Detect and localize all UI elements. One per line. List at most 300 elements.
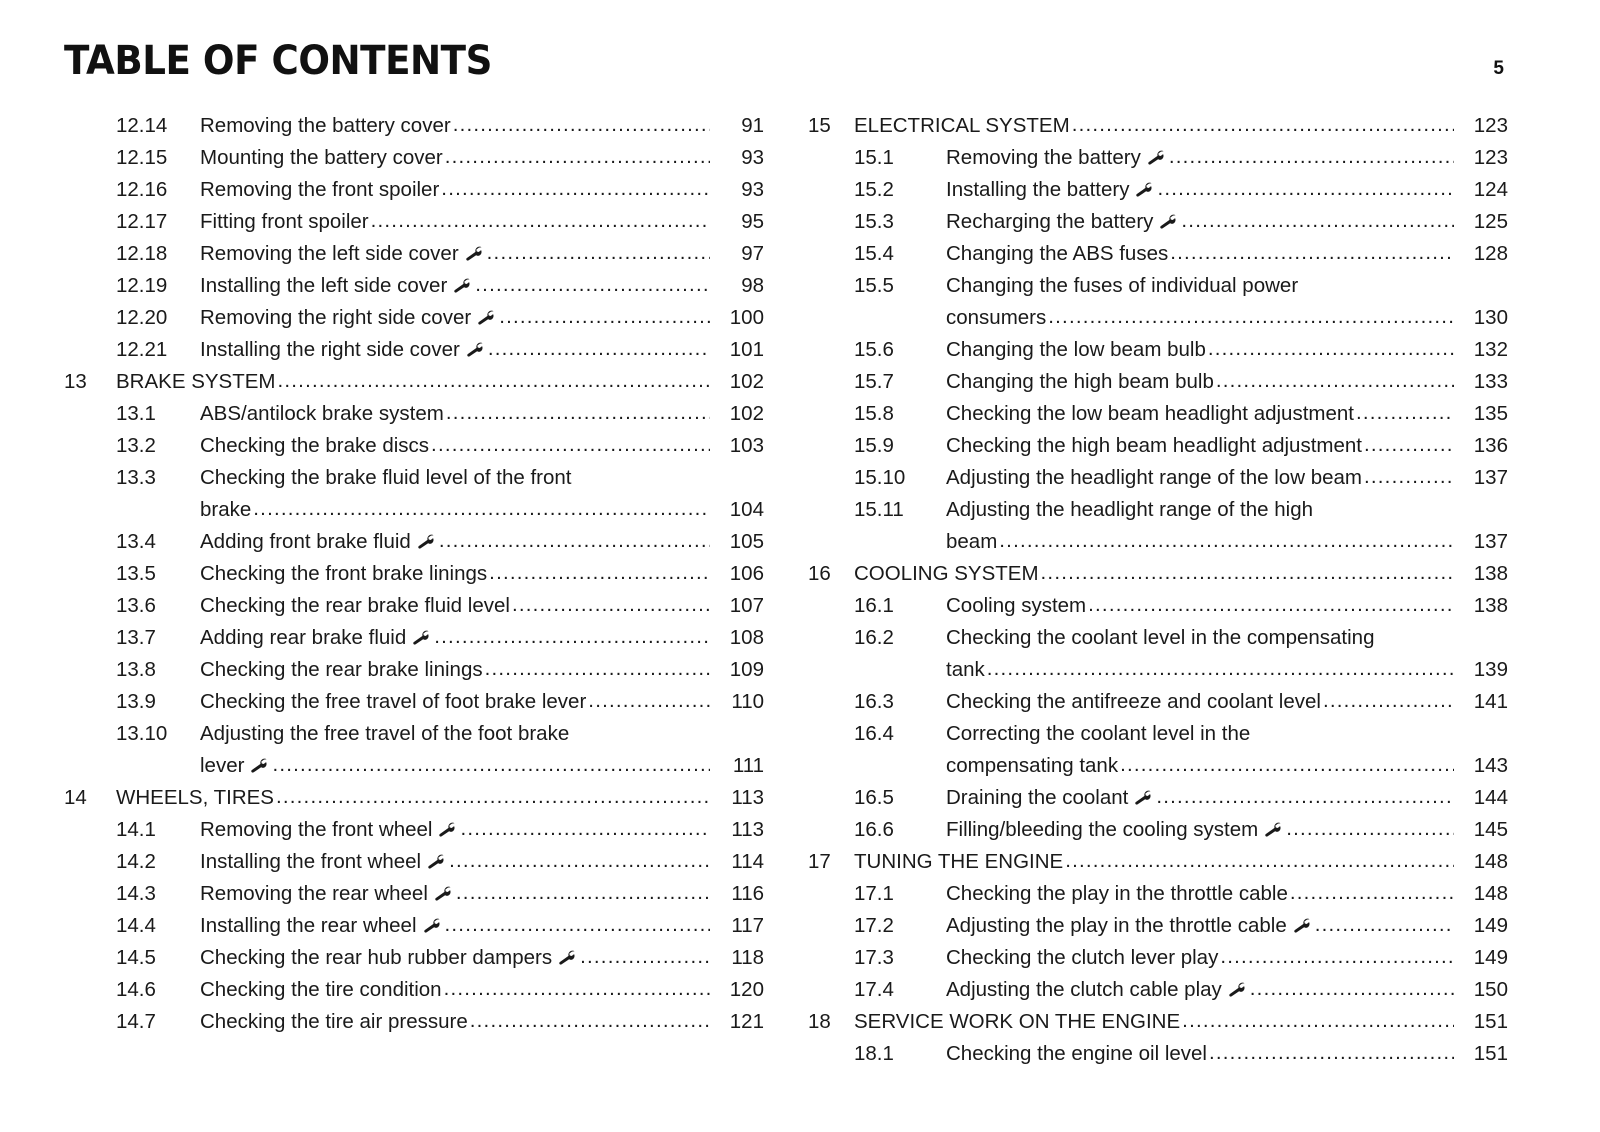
wrench-icon [557,950,577,966]
toc-leader-dots [445,910,710,941]
toc-entry-label: brake [200,498,252,521]
toc-entry[interactable] [808,238,1508,270]
toc-entry-body [854,846,1508,878]
toc-entry-number: 16.4 [854,722,894,745]
toc-entry[interactable] [808,750,1508,782]
wrench-icon [1158,214,1178,230]
toc-entry[interactable] [808,270,1508,302]
toc-leader-dots [1323,686,1454,717]
toc-column-left [64,110,764,1070]
toc-entry-label: Draining the coolant [946,786,1129,809]
toc-entry-body [946,398,1508,430]
toc-entry-body [946,366,1508,398]
toc-entry-page: 138 [1473,594,1508,617]
toc-entry-page: 111 [732,754,764,777]
toc-entry[interactable] [64,526,764,558]
toc-entry[interactable] [808,654,1508,686]
toc-entry-number: 14.1 [116,818,156,841]
toc-entry[interactable] [808,206,1508,238]
wrench-icon [1263,822,1283,838]
toc-entry-label: consumers [946,306,1047,329]
wrench-icon [433,886,453,902]
toc-entry-page: 106 [729,562,764,585]
wrench-icon [1133,790,1153,806]
toc-entry[interactable] [808,526,1508,558]
toc-entry-label: Adding rear brake fluid [200,626,407,649]
toc-entry-label: lever [200,754,245,777]
toc-entry-number: 13.9 [116,690,156,713]
wrench-icon [422,918,442,934]
toc-entry-page: 139 [1473,658,1508,681]
toc-entry[interactable] [808,110,1508,142]
toc-entry-number: 15.3 [854,210,894,233]
toc-entry[interactable] [808,174,1508,206]
toc-leader-dots [488,334,710,365]
wrench-icon [452,278,472,294]
toc-entry-body [200,942,764,974]
toc-entry-body [946,782,1508,814]
toc-entry-label: Checking the rear hub rubber dampers [200,946,553,969]
toc-entry-page: 113 [731,786,764,809]
toc-leader-dots [371,206,710,237]
toc-entry[interactable] [64,718,764,750]
toc-entry-label: Recharging the battery [946,210,1154,233]
toc-leader-dots [1065,846,1454,877]
toc-leader-dots [1364,462,1454,493]
toc-entry[interactable] [64,654,764,686]
toc-entry-label: Adjusting the free travel of the foot brake [200,722,570,745]
toc-entry-number: 17.2 [854,914,894,937]
toc-entry[interactable] [808,878,1508,910]
toc-entry-page: 137 [1473,530,1508,553]
toc-entry-label: beam [946,530,998,553]
toc-leader-dots [272,750,710,781]
toc-entry-label: Checking the tire air pressure [200,1010,468,1033]
toc-entry-page: 130 [1473,306,1508,329]
toc-entry-body [200,174,764,206]
toc-entry-body [200,974,764,1006]
toc-entry-number: 16 [808,562,831,585]
toc-entry-label: Checking the brake discs [200,434,430,457]
toc-entry-number: 14.7 [116,1010,156,1033]
toc-entry-label: Installing the right side cover [200,338,460,361]
toc-entry[interactable] [64,1006,764,1038]
toc-entry-page: 105 [729,530,764,553]
toc-entry-label: Adjusting the headlight range of the high [946,498,1313,521]
toc-entry-label: Checking the brake fluid level of the front [200,466,572,489]
toc-entry-label: Adjusting the headlight range of the low beam [946,466,1362,489]
toc-entry-label: Checking the rear brake linings [200,658,483,681]
toc-entry-label: Removing the battery cover [200,114,451,137]
toc-entry[interactable] [64,334,764,366]
toc-leader-dots [485,654,710,685]
toc-entry-label: Checking the clutch lever play [946,946,1219,969]
toc-entry-body [200,238,764,270]
wrench-icon [464,246,484,262]
toc-entry-body [946,206,1508,238]
toc-entry-page: 145 [1473,818,1508,841]
toc-entry[interactable] [64,622,764,654]
toc-entry[interactable] [64,398,764,430]
toc-entry-page: 150 [1473,978,1508,1001]
toc-entry[interactable] [64,110,764,142]
toc-leader-dots [1120,750,1454,781]
toc-entry[interactable] [64,878,764,910]
toc-entry-label: Installing the battery [946,178,1130,201]
toc-leader-dots [512,590,710,621]
toc-leader-dots [580,942,710,973]
toc-entry[interactable] [808,942,1508,974]
toc-entry-number: 16.3 [854,690,894,713]
toc-entry-body [116,366,764,398]
toc-entry-body [200,686,764,718]
toc-entry-body [200,558,764,590]
toc-leader-dots [1157,174,1454,205]
toc-entry-page: 123 [1473,146,1508,169]
toc-entry[interactable] [808,1006,1508,1038]
toc-entry-body [946,238,1508,270]
toc-entry-label: COOLING SYSTEM [854,562,1039,585]
toc-entry-body [200,590,764,622]
toc-entry-label: Installing the front wheel [200,850,422,873]
toc-entry-body [946,814,1508,846]
toc-entry-label: Installing the left side cover [200,274,448,297]
toc-entry[interactable] [808,590,1508,622]
toc-entry[interactable] [808,910,1508,942]
toc-entry-body [200,878,764,910]
toc-entry-label: Removing the battery [946,146,1141,169]
toc-entry-number: 14.3 [116,882,156,905]
toc-entry[interactable] [64,430,764,462]
toc-entry-body [200,494,764,526]
toc-leader-dots [1156,782,1454,813]
wrench-icon [426,854,446,870]
toc-entry[interactable] [64,782,764,814]
toc-entry-page: 102 [729,402,764,425]
wrench-icon [249,758,269,774]
toc-entry-page: 138 [1473,562,1508,585]
toc-entry-number: 14.2 [116,850,156,873]
page-header [64,38,1504,84]
toc-entry-body [946,622,1508,654]
toc-entry-body [200,142,764,174]
toc-entry-body [200,654,764,686]
toc-columns [64,110,1508,1070]
toc-entry-page: 137 [1473,466,1508,489]
toc-entry[interactable] [808,782,1508,814]
toc-entry-label: Checking the rear brake fluid level [200,594,510,617]
toc-entry-body [200,910,764,942]
wrench-icon [476,310,496,326]
toc-entry-body [200,846,764,878]
toc-entry-label: BRAKE SYSTEM [116,370,276,393]
toc-entry-number: 18 [808,1010,831,1033]
toc-leader-dots [456,878,710,909]
toc-entry-label: Checking the engine oil level [946,1042,1207,1065]
toc-entry-page: 116 [731,882,764,905]
toc-entry[interactable] [64,302,764,334]
toc-entry-page: 124 [1473,178,1508,201]
toc-entry-label: WHEELS, TIRES [116,786,274,809]
toc-entry-page: 97 [741,242,764,265]
toc-entry-body [946,878,1508,910]
toc-leader-dots [1208,334,1454,365]
toc-entry[interactable] [64,814,764,846]
toc-entry-page: 118 [731,946,764,969]
wrench-icon [465,342,485,358]
toc-entry-page: 113 [731,818,764,841]
toc-entry[interactable] [64,366,764,398]
toc-entry-body [200,398,764,430]
toc-entry-label: compensating tank [946,754,1119,777]
toc-leader-dots [460,814,710,845]
toc-entry-number: 16.2 [854,626,894,649]
toc-entry-body [200,622,764,654]
toc-leader-dots [276,782,710,813]
toc-entry-number: 18.1 [854,1042,894,1065]
wrench-icon [411,630,431,646]
toc-entry-body [200,1006,764,1038]
toc-entry[interactable] [808,558,1508,590]
toc-entry[interactable] [808,142,1508,174]
toc-entry-number: 14.5 [116,946,156,969]
toc-entry-number: 12.21 [116,338,168,361]
toc-entry-page: 121 [729,1010,764,1033]
toc-entry-page: 117 [731,914,764,937]
toc-entry-page: 110 [731,690,764,713]
toc-entry-label: Checking the tire condition [200,978,442,1001]
toc-entry[interactable] [808,718,1508,750]
toc-entry-label: TUNING THE ENGINE [854,850,1064,873]
toc-entry-number: 12.20 [116,306,168,329]
toc-entry-label: Checking the front brake linings [200,562,488,585]
toc-entry-number: 14 [64,786,87,809]
toc-leader-dots [253,494,710,525]
toc-entry[interactable] [64,174,764,206]
toc-leader-dots [499,302,710,333]
toc-leader-dots [1250,974,1454,1005]
toc-entry-body [946,526,1508,558]
toc-entry[interactable] [808,686,1508,718]
toc-entry-page: 133 [1473,370,1508,393]
toc-entry-number: 15.7 [854,370,894,393]
toc-entry[interactable] [808,334,1508,366]
toc-entry-number: 17.3 [854,946,894,969]
toc-entry-page: 123 [1473,114,1508,137]
toc-entry-body [200,814,764,846]
toc-entry-page: 108 [729,626,764,649]
toc-entry[interactable] [64,974,764,1006]
toc-entry-label: Checking the low beam headlight adjustment [946,402,1354,425]
toc-entry-label: Checking the antifreeze and coolant level [946,690,1321,713]
toc-entry-page: 101 [729,338,764,361]
toc-entry[interactable] [64,462,764,494]
toc-entry-label: ELECTRICAL SYSTEM [854,114,1070,137]
toc-entry[interactable] [64,750,764,782]
toc-entry-body [854,1006,1508,1038]
toc-leader-dots [444,974,710,1005]
toc-entry[interactable] [808,366,1508,398]
toc-entry-page: 128 [1473,242,1508,265]
toc-leader-dots [1290,878,1454,909]
toc-leader-dots [1356,398,1454,429]
toc-leader-dots [1072,110,1454,141]
toc-entry-body [854,558,1508,590]
toc-entry[interactable] [64,910,764,942]
toc-entry-number: 12.14 [116,114,168,137]
toc-entry-number: 13.5 [116,562,156,585]
toc-entry-body [946,430,1508,462]
toc-entry-number: 16.6 [854,818,894,841]
wrench-icon [1146,150,1166,166]
toc-entry-page: 148 [1473,882,1508,905]
toc-entry[interactable] [64,590,764,622]
toc-entry-number: 15.6 [854,338,894,361]
toc-entry-number: 13.10 [116,722,168,745]
toc-entry-number: 12.18 [116,242,168,265]
toc-entry-label: Changing the high beam bulb [946,370,1214,393]
toc-entry[interactable] [808,974,1508,1006]
page-number: 5 [1493,58,1504,79]
toc-entry-page: 114 [731,850,764,873]
toc-entry-number: 15.11 [854,498,904,521]
toc-entry[interactable] [64,238,764,270]
toc-leader-dots [1181,206,1454,237]
toc-entry-number: 12.19 [116,274,168,297]
toc-leader-dots [445,142,710,173]
toc-entry-label: Removing the front wheel [200,818,433,841]
toc-entry-label: Changing the low beam bulb [946,338,1206,361]
toc-leader-dots [278,366,711,397]
toc-leader-dots [1048,302,1454,333]
toc-entry-body [200,750,764,782]
toc-leader-dots [1216,366,1454,397]
toc-entry-page: 93 [741,146,764,169]
toc-entry-number: 13.8 [116,658,156,681]
toc-entry-label: Adding front brake fluid [200,530,411,553]
toc-leader-dots [987,654,1454,685]
toc-entry-number: 16.1 [854,594,894,617]
toc-entry-page: 144 [1473,786,1508,809]
toc-entry-number: 15.1 [854,146,894,169]
toc-leader-dots [1169,142,1454,173]
toc-entry[interactable] [64,942,764,974]
toc-entry-number: 15.2 [854,178,894,201]
toc-entry-body [200,302,764,334]
wrench-icon [437,822,457,838]
toc-entry[interactable] [64,142,764,174]
toc-entry[interactable] [808,846,1508,878]
toc-entry-label: Changing the ABS fuses [946,242,1169,265]
toc-entry-body [946,334,1508,366]
toc-entry-number: 13.6 [116,594,156,617]
toc-entry-body [116,782,764,814]
toc-leader-dots [441,174,710,205]
toc-entry-body [946,718,1508,750]
toc-entry-number: 12.17 [116,210,168,233]
toc-entry-page: 143 [1473,754,1508,777]
toc-entry[interactable] [64,206,764,238]
toc-entry-page: 141 [1473,690,1508,713]
toc-column-right [808,110,1508,1070]
toc-entry-label: Fitting front spoiler [200,210,369,233]
toc-entry[interactable] [808,622,1508,654]
wrench-icon [416,534,436,550]
toc-entry[interactable] [808,494,1508,526]
toc-leader-dots [999,526,1454,557]
toc-leader-dots [1170,238,1454,269]
toc-entry-page: 107 [729,594,764,617]
toc-entry-label: Correcting the coolant level in the [946,722,1251,745]
toc-leader-dots [446,398,710,429]
toc-entry-label: ABS/antilock brake system [200,402,444,425]
toc-entry[interactable] [808,302,1508,334]
toc-entry[interactable] [64,270,764,302]
toc-entry-number: 13 [64,370,87,393]
toc-leader-dots [1182,1006,1454,1037]
toc-entry-page: 120 [729,978,764,1001]
toc-entry[interactable] [808,462,1508,494]
toc-entry-body [946,302,1508,334]
toc-leader-dots [1041,558,1454,589]
toc-entry-body [946,174,1508,206]
toc-entry[interactable] [64,558,764,590]
toc-leader-dots [431,430,710,461]
toc-entry-label: Removing the left side cover [200,242,459,265]
toc-entry-label: Cooling system [946,594,1087,617]
toc-entry-page: 93 [741,178,764,201]
toc-entry-number: 17.4 [854,978,894,1001]
toc-entry-number: 13.7 [116,626,156,649]
toc-entry-body [200,462,764,494]
toc-entry-label: tank [946,658,985,681]
toc-entry-label: SERVICE WORK ON THE ENGINE [854,1010,1181,1033]
toc-entry[interactable] [808,398,1508,430]
toc-entry-label: Adjusting the clutch cable play [946,978,1222,1001]
toc-entry[interactable] [64,686,764,718]
toc-entry-label: Checking the free travel of foot brake lever [200,690,587,713]
toc-leader-dots [1364,430,1454,461]
toc-entry-number: 14.4 [116,914,156,937]
toc-entry[interactable] [64,494,764,526]
toc-entry[interactable] [64,846,764,878]
wrench-icon [1227,982,1247,998]
toc-entry-body [946,462,1508,494]
toc-entry-page: 149 [1473,946,1508,969]
toc-leader-dots [1315,910,1454,941]
toc-entry-body [200,718,764,750]
toc-entry-body [946,750,1508,782]
toc-leader-dots [489,558,710,589]
toc-entry-label: Checking the play in the throttle cable [946,882,1288,905]
toc-entry[interactable] [808,1038,1508,1070]
page-title: TABLE OF CONTENTS [64,38,492,84]
toc-entry-number: 15.4 [854,242,894,265]
toc-leader-dots [449,846,710,877]
toc-leader-dots [1286,814,1454,845]
toc-entry-number: 13.2 [116,434,156,457]
toc-entry-number: 15.8 [854,402,894,425]
toc-leader-dots [453,110,710,141]
toc-entry[interactable] [808,814,1508,846]
toc-entry-label: Checking the high beam headlight adjustment [946,434,1362,457]
toc-entry-number: 15.10 [854,466,906,489]
toc-entry-page: 132 [1473,338,1508,361]
toc-entry-number: 15.9 [854,434,894,457]
toc-entry-label: Adjusting the play in the throttle cable [946,914,1287,937]
toc-entry-body [200,206,764,238]
toc-entry[interactable] [808,430,1508,462]
